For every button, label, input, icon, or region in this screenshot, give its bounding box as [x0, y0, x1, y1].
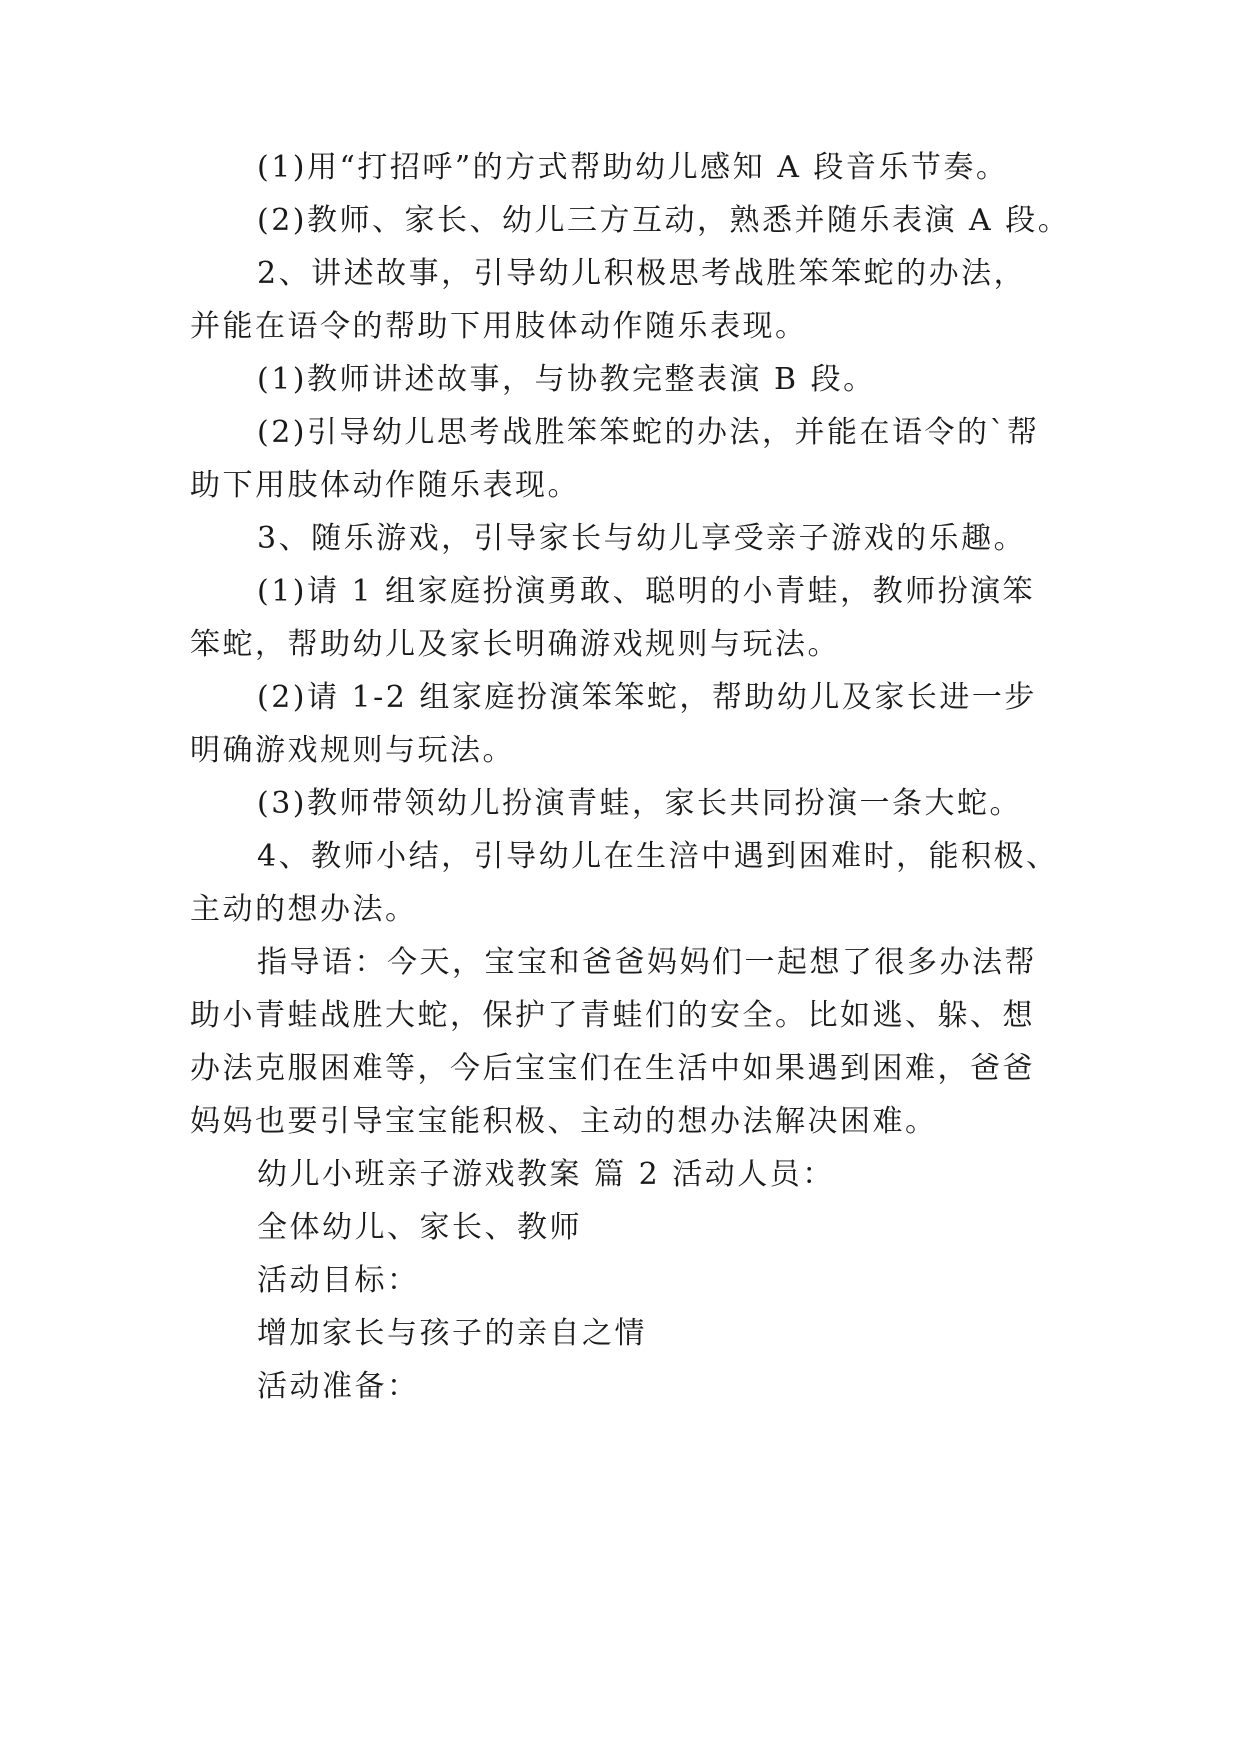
- step-3-music-game: 3、随乐游戏，引导家长与幼儿享受亲子游戏的乐趣。: [257, 521, 1027, 556]
- step-1-1-greeting-rhythm: (1)用“打招呼”的方式帮助幼儿感知 A 段音乐节奏。: [257, 150, 1009, 185]
- step-3-1-family-frog: (1)请 1 组家庭扮演勇敢、聪明的小青蛙，教师扮演笨: [257, 574, 1036, 609]
- step-2-storytelling: 2、讲述故事，引导幼儿积极思考战胜笨笨蛇的办法，: [257, 256, 1027, 291]
- step-3-1-continuation: 笨蛇，帮助幼儿及家长明确游戏规则与玩法。: [190, 627, 840, 662]
- guidance-paragraph-line-4: 妈妈也要引导宝宝能积极、主动的想办法解决困难。: [190, 1104, 938, 1139]
- preparation-heading: 活动准备：: [257, 1369, 420, 1404]
- step-3-2-family-snake: (2)请 1-2 组家庭扮演笨笨蛇，帮助幼儿及家长进一步: [257, 680, 1037, 715]
- objective-heading: 活动目标：: [257, 1263, 420, 1298]
- step-2-1-teacher-story: (1)教师讲述故事，与协教完整表演 B 段。: [257, 362, 876, 397]
- section-title-lesson-2: 幼儿小班亲子游戏教案 篇 2 活动人员：: [257, 1157, 835, 1192]
- guidance-paragraph-line-1: 指导语：今天，宝宝和爸爸妈妈们一起想了很多办法帮: [257, 945, 1037, 980]
- step-3-2-continuation: 明确游戏规则与玩法。: [190, 733, 515, 768]
- step-2-2-continuation: 助下用肢体动作随乐表现。: [190, 468, 580, 503]
- step-2-2-guide-thinking: (2)引导幼儿思考战胜笨笨蛇的办法，并能在语令的`帮: [257, 415, 1040, 450]
- step-4-continuation: 主动的想办法。: [190, 892, 418, 927]
- step-1-2-three-way-interaction: (2)教师、家长、幼儿三方互动，熟悉并随乐表演 A 段。: [257, 203, 1071, 238]
- guidance-paragraph-line-2: 助小青蛙战胜大蛇，保护了青蛙们的安全。比如逃、躲、想: [190, 998, 1035, 1033]
- step-3-3-teacher-leads: (3)教师带领幼儿扮演青蛙，家长共同扮演一条大蛇。: [257, 786, 1022, 821]
- objective-value: 增加家长与孩子的亲自之情: [257, 1316, 647, 1351]
- step-4-summary: 4、教师小结，引导幼儿在生涪中遇到困难时，能积极、: [257, 839, 1059, 874]
- guidance-paragraph-line-3: 办法克服困难等，今后宝宝们在生活中如果遇到困难，爸爸: [190, 1051, 1035, 1086]
- step-2-continuation: 并能在语令的帮助下用肢体动作随乐表现。: [190, 309, 808, 344]
- participants-value: 全体幼儿、家长、教师: [257, 1210, 582, 1245]
